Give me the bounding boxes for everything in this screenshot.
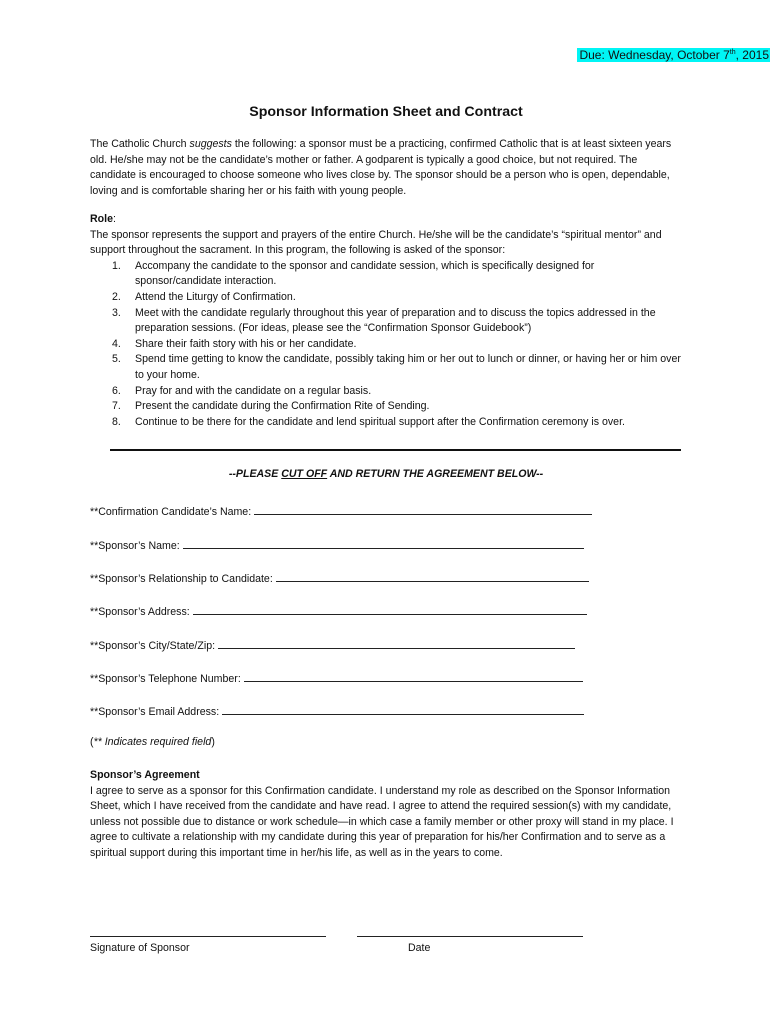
city-state-zip-input[interactable] — [218, 637, 575, 649]
telephone-input[interactable] — [244, 670, 583, 682]
cut-off-before: --PLEASE — [228, 468, 282, 480]
cut-off-instruction — [90, 467, 682, 483]
role-heading — [90, 212, 682, 228]
candidate-name-field — [90, 503, 690, 521]
note-open: ( — [90, 736, 94, 748]
list-item: Spend time getting to know the candidate, possibly taking him or her out to lunch or dinner, or having her or him over to your home. — [135, 353, 681, 381]
intro-rest: the following: a sponsor must be a practicing, confirmed Catholic that is at least sixteen years old. He/she may not be the candidate’s mother or father. A godparent is typically a good choice, but not required. The candidate is encouraged to choose someone who lives close by. The sponsor should be a person who is open, dependable, loving and is comfortable sharing her or his faith with young people. — [90, 138, 672, 197]
sponsor-name-field — [90, 537, 690, 555]
field-label: **Confirmation Candidate’s Name: — [90, 506, 252, 518]
email-field — [90, 703, 690, 721]
email-input[interactable] — [222, 703, 584, 715]
candidate-name-input[interactable] — [254, 503, 592, 515]
date-label: Date — [408, 942, 431, 954]
field-label: **Sponsor’s Relationship to Candidate: — [90, 573, 273, 585]
field-label: **Sponsor’s Telephone Number: — [90, 673, 241, 685]
field-label: **Sponsor’s Email Address: — [90, 706, 220, 718]
due-date — [476, 46, 770, 64]
due-date-suffix: , 2015 — [735, 48, 769, 62]
list-item: Meet with the candidate regularly throughout this year of preparation and to discuss the topics addressed in the preparation sessions. (For ideas, please see the “Confirmation Sponsor Guidebook”) — [135, 306, 656, 335]
city-state-zip-field — [90, 637, 690, 655]
field-label: **Sponsor’s Name: — [90, 540, 180, 552]
role-label: Role — [90, 213, 113, 225]
agreement-text: I agree to serve as a sponsor for this Confirmation candidate. I understand my role as described on the Sponsor Information Sheet, which I have received from the candidate and have read. I agree to attend the required session(s) with my candidate, unless not possible due to distance or work schedule—in which case a family member or other proxy will stand in my place. I agree to cultivate a relationship with my candidate during this year of preparation for his/her Confirmation and to serve as a spiritual support during this important time in her/his life, as well as in the years to come. — [90, 784, 674, 859]
note-close: ) — [211, 736, 215, 748]
sponsor-signature-line[interactable] — [90, 936, 326, 937]
list-item: Attend the Liturgy of Confirmation. — [135, 290, 296, 303]
role-section — [90, 212, 682, 430]
required-field-note — [90, 735, 215, 751]
role-colon: : — [112, 213, 116, 225]
intro-paragraph — [90, 137, 682, 199]
telephone-field — [90, 670, 690, 688]
cut-off-after: AND RETURN THE AGREEMENT BELOW-- — [327, 468, 544, 480]
role-text: The sponsor represents the support and prayers of the entire Church. He/she will be the candidate’s “spiritual mentor” and support throughout the sacrament. In this program, the following is asked of the sponsor: — [90, 228, 662, 257]
agreement-section — [90, 768, 682, 862]
cut-off-underlined: CUT OFF — [281, 468, 328, 480]
date-signature-line[interactable] — [357, 936, 583, 937]
list-item: Share their faith story with his or her candidate. — [135, 337, 357, 350]
relationship-input[interactable] — [276, 570, 589, 582]
list-item: Accompany the candidate to the sponsor and candidate session, which is specifically designed for sponsor/candidate interaction. — [135, 259, 595, 288]
agreement-heading: Sponsor’s Agreement — [90, 769, 200, 781]
note-text: ** Indicates required field — [93, 736, 212, 748]
field-label: **Sponsor’s City/State/Zip: — [90, 640, 216, 652]
list-item: Continue to be there for the candidate and lend spiritual support after the Confirmation ceremony is over. — [135, 415, 625, 428]
intro-emphasis: suggests — [189, 138, 232, 150]
relationship-field — [90, 570, 690, 588]
sponsor-signature-label: Signature of Sponsor — [90, 942, 190, 954]
due-date-prefix: Due: Wednesday, October 7 — [579, 48, 730, 62]
due-date-ordinal: th — [729, 49, 736, 56]
cut-divider — [110, 449, 681, 451]
duties-list — [90, 259, 682, 431]
field-label: **Sponsor’s Address: — [90, 606, 190, 618]
sponsor-name-input[interactable] — [183, 537, 584, 549]
list-item: Pray for and with the candidate on a regular basis. — [135, 384, 372, 397]
address-field — [90, 603, 690, 621]
page-title: Sponsor Information Sheet and Contract — [249, 104, 523, 120]
intro-lead: The Catholic Church — [90, 138, 190, 150]
address-input[interactable] — [193, 603, 587, 615]
due-date-highlight — [577, 48, 770, 62]
list-item: Present the candidate during the Confirmation Rite of Sending. — [135, 400, 430, 413]
